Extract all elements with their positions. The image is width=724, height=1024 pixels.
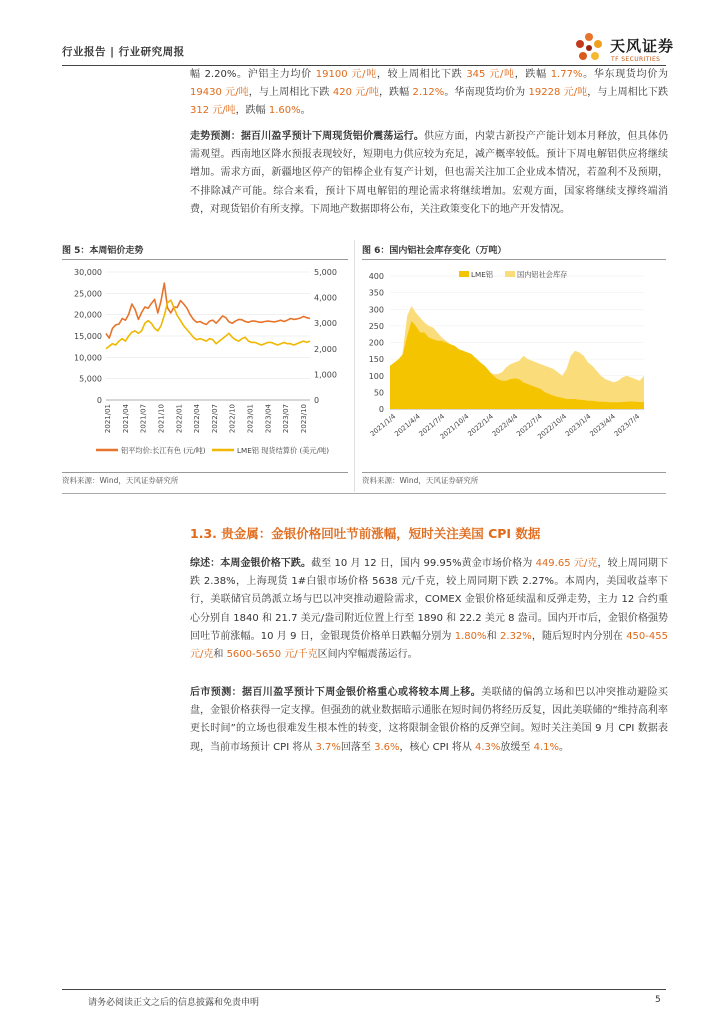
chart6-legend-swatch [459, 271, 469, 277]
footer-divider [62, 989, 666, 990]
figure-bottom-rule [62, 493, 666, 494]
chart5-x-tick-label: 2022/01 [175, 404, 184, 434]
logo-name: 天风证券 [610, 37, 675, 55]
chart5-x-tick-label: 2023/04 [264, 404, 273, 434]
chart6-y-tick-label: 100 [368, 371, 384, 381]
aluminum-price-chart [62, 262, 348, 467]
chart5-x-tick-label: 2022/04 [193, 404, 202, 434]
paragraph-aluminum-forecast: 走势预测：据百川盈孚预计下周现货铝价震荡运行。供应方面，内蒙古新投产产能计划本月释放，但具体仍需观望。西南地区降水预报表现较好，短期电力供应较为充足，减产概率较低。预计下周电解铝供应将继续增加。需求方面，新疆地区停产的铝棒企业有复产计划，但也需关注加工企业成本情况，若盈利不及预期，不排除减产可能。综合来看，预计下周电解铝的理论需求将继续增加。宏观方面，国家将继续支撑终端消费，对现货铝价有所支撑。下周地产数据即将公布，关注政策变化下的地产开发情况。 [190, 131, 668, 215]
chart5-x-tick-label: 2021/01 [104, 404, 112, 434]
chart6-x-tick-label: 2022/7/4 [515, 412, 544, 439]
chart5-left-tick-label: 20,000 [74, 310, 102, 320]
chart5-right-axis [314, 268, 337, 405]
chart6-series [390, 306, 644, 409]
section-title: 1.3. 贵金属：金银价格回吐节前涨幅，短时关注美国 CPI 数据 [190, 526, 541, 541]
page-number: 5 [655, 995, 661, 1005]
chart6-legend-label: 国内铝社会库存 [517, 270, 568, 279]
chart6-y-tick-label: 400 [368, 272, 384, 281]
chart6-x-tick-label: 2022/10/4 [536, 412, 569, 441]
chart5-left-tick-label: 15,000 [74, 332, 102, 341]
chart5-right-tick-label: 1,000 [314, 370, 337, 380]
chart5-right-tick-label: 2,000 [314, 344, 337, 354]
chart6-x-tick-label: 2022/1/4 [466, 412, 495, 439]
chart6-x-tick-label: 2021/4/4 [393, 412, 422, 439]
chart5-x-tick-label: 2021/04 [121, 404, 130, 434]
chart6-x-tick-label: 2023/4/4 [588, 412, 617, 439]
company-logo [572, 28, 682, 70]
chart6-x-axis [369, 412, 642, 441]
fig6-title-rule [362, 259, 666, 260]
chart6-x-tick-label: 2023/1/4 [563, 412, 593, 439]
chart5-x-tick-label: 2023/10 [300, 404, 308, 434]
chart5-left-tick-label: 10,000 [74, 353, 102, 363]
chart5-series [106, 283, 310, 349]
chart5-right-tick-label: 3,000 [314, 319, 337, 329]
fig6-source: 资料来源：Wind，天风证券研究所 [362, 476, 479, 485]
chart5-x-tick-label: 2021/10 [157, 404, 166, 434]
chart6-y-tick-label: 350 [368, 288, 384, 298]
chart5-x-tick-label: 2023/07 [282, 404, 291, 434]
chart6-y-tick-label: 150 [368, 355, 384, 365]
chart5-right-tick-label: 4,000 [314, 293, 337, 303]
paragraph-precious-metals-summary: 综述：本周金银价格下跌。截至 10 月 12 日，国内 99.95%黄金市场价格为 449.65 元/克，较上周同期下跌 2.38%，上海现货 1#白银市场价格 5638 元/千克，较上周同期下跌 2.27%。本周内，美国收益率下行，美联储官员鸽派立场与巴以冲突推动避险需求，COMEX 金银价格延续温和反弹走势，主力 12 合约重心分别自 1840 和 21.7 美元/盎司附近位置上行至 1890 和 22.2 美元 8 盎司。国内开市后，金银价格强势回吐节前涨幅。10 月 9 日，金银现货价格单日跌幅分别为 1.80%和 2.32%，随后短时内分别在 450-455 元/克和 5600-5650 元/千克区间内窄幅震荡运行。 [190, 558, 669, 661]
chart5-left-axis [74, 268, 102, 405]
chart6-y-tick-label: 200 [368, 338, 384, 348]
chart6-x-tick-label: 2021/10/4 [438, 412, 471, 441]
chart5-right-tick-label: 5,000 [314, 268, 337, 277]
chart5-x-axis [104, 403, 308, 433]
chart5-left-tick-label: 0 [96, 396, 102, 405]
chart6-x-tick-label: 2023/7/4 [612, 412, 642, 439]
chart6-legend [459, 270, 567, 279]
paragraph-aluminum-prices: 幅 2.20%。沪铝主力均价 19100 元/吨，较上周相比下跌 345 元/吨，跌幅 1.77%。华东现货均价为 19430 元/吨，与上周相比下跌 420 元/吨，跌幅 2.12%。华南现货均价为 19228 元/吨，与上周相比下跌 312 元/吨，跌幅 1.60%。 [190, 69, 669, 117]
chart5-x-tick-label: 2023/01 [246, 404, 255, 434]
chart5-right-tick-label: 0 [314, 396, 320, 405]
footer-disclaimer: 请务必阅读正文之后的信息披露和免责申明 [88, 998, 260, 1008]
chart6-y-tick-label: 250 [368, 321, 384, 331]
chart6-x-tick-label: 2022/4/4 [490, 412, 520, 439]
chart6-y-tick-label: 0 [378, 405, 384, 414]
chart5-left-tick-label: 5,000 [79, 374, 102, 384]
chart5-left-tick-label: 25,000 [74, 289, 102, 299]
fig5-bottom-rule [62, 472, 348, 473]
fig6-bottom-rule [362, 472, 666, 473]
aluminum-inventory-chart [362, 262, 666, 467]
chart5-series-line-1 [106, 300, 310, 349]
chart5-legend [96, 446, 329, 455]
figure-separator [354, 240, 355, 492]
chart5-legend-label: 铝平均价:长江有色 (元/吨) [121, 446, 206, 455]
chart6-y-tick-label: 300 [368, 305, 384, 315]
logo-icon [572, 32, 606, 66]
chart6-legend-label: LME铝 [471, 270, 493, 279]
chart5-legend-label: LME铝 现货结算价 (美元/吨) [237, 446, 330, 455]
fig5-title-rule [62, 259, 348, 260]
chart5-left-tick-label: 30,000 [74, 268, 102, 277]
report-category: 行业报告 | 行业研究周报 [62, 46, 185, 58]
chart6-x-tick-label: 2021/1/4 [368, 412, 398, 439]
chart5-grid [106, 272, 310, 400]
fig5-source: 资料来源：Wind，天风证券研究所 [62, 476, 179, 485]
chart6-y-tick-label: 50 [373, 388, 384, 398]
logo-english: TF SECURITIES [611, 56, 661, 63]
chart5-series-line-0 [106, 283, 310, 338]
chart6-x-tick-label: 2021/7/4 [417, 412, 447, 439]
chart5-x-tick-label: 2021/07 [139, 404, 148, 434]
fig6-title: 图 6：国内铝社会库存变化（万吨） [362, 246, 507, 256]
fig5-title: 图 5：本周铝价走势 [62, 246, 144, 256]
chart6-legend-swatch [505, 271, 515, 277]
chart6-y-axis [369, 272, 384, 414]
chart5-x-tick-label: 2022/10 [228, 404, 237, 434]
paragraph-precious-metals-forecast: 后市预测：据百川盈孚预计下周金银价格重心或将较本周上移。美联储的偏鸽立场和巴以冲突推动避险买盘，金银价格获得一定支撑。但强劲的就业数据暗示通胀在短时间仍将经历反复，因此美联储的“维持高利率更长时间”的立场也很难发生根本性的转变，这将限制金银价格的反弹空间。短时关注美国 9 月 CPI 数据表现，当前市场预计 CPI 将从 3.7%回落至 3.6%，核心 CPI 将从 4.3%放缓至 4.1%。 [190, 687, 669, 753]
chart5-x-tick-label: 2022/07 [210, 404, 219, 434]
